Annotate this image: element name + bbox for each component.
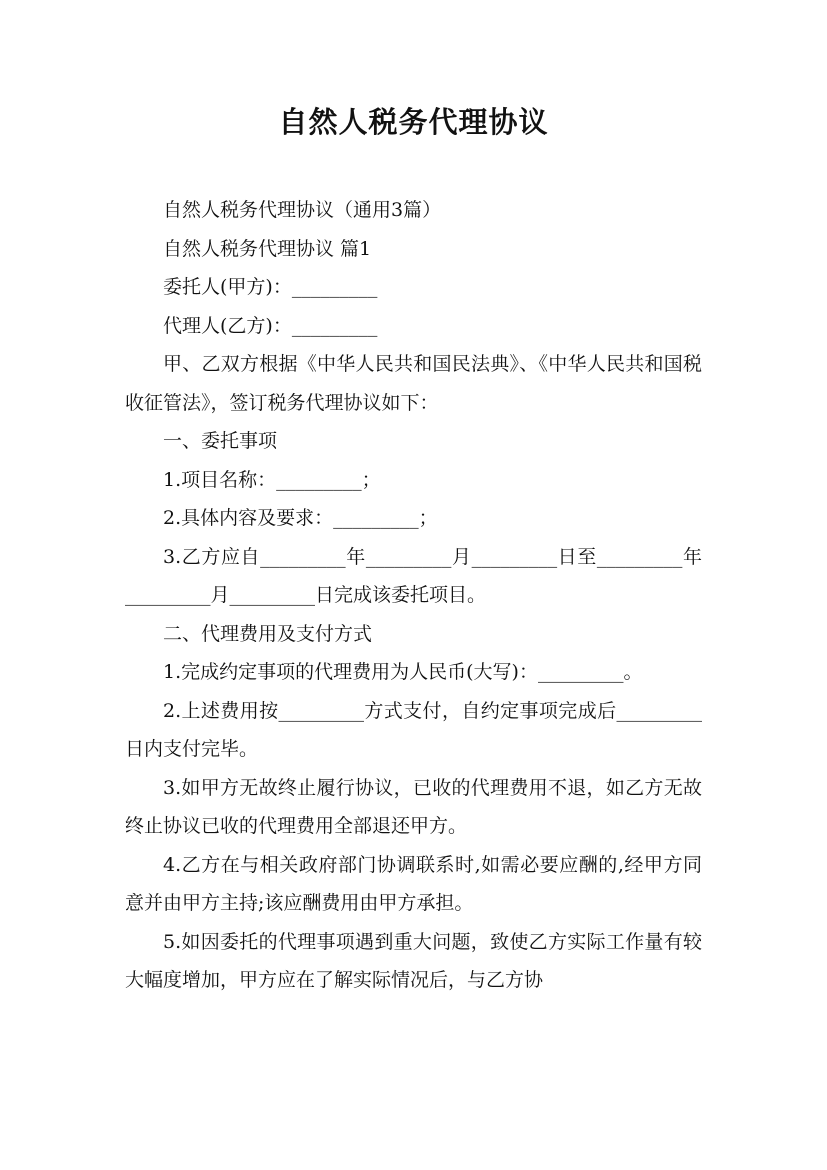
- paragraph-party-a: 委托人(甲方)：_________: [163, 276, 378, 298]
- paragraph-entertainment-costs: 4.乙方在与相关政府部门协调联系时,如需必要应酬的,经甲方同意并由甲方主持;该应酬费用由甲方承担。: [125, 853, 702, 914]
- paragraph-payment-method: 2.上述费用按_________方式支付，自约定事项完成后_________日内支付完毕。: [125, 699, 702, 760]
- document-title: 自然人税务代理协议: [278, 105, 549, 139]
- paragraph-preamble: 甲、乙双方根据《中华人民共和国民法典》、《中华人民共和国税收征管法》，签订税务代理协议如下：: [125, 353, 702, 414]
- paragraph-project-name: 1.项目名称：_________；: [163, 468, 381, 491]
- paragraph-heading-entrusted-matters: 一、委托事项: [163, 430, 278, 452]
- paragraph-workload-increase: 5.如因委托的代理事项遇到重大问题，致使乙方实际工作量有较大幅度增加，甲方应在了解实际情况后，与乙方协: [125, 930, 702, 991]
- paragraph-content-requirements: 2.具体内容及要求：_________；: [163, 507, 438, 529]
- paragraph-subtitle: 自然人税务代理协议（通用3篇）: [163, 199, 442, 221]
- paragraph-heading-fees: 二、代理费用及支付方式: [163, 622, 373, 645]
- paragraph-party-b: 代理人(乙方)：_________: [163, 314, 378, 337]
- paragraph-completion-date: 3.乙方应自_________年_________月_________日至_________年_________月_________日完成该委托项目。: [125, 545, 702, 606]
- paragraph-section-heading: 自然人税务代理协议 篇1: [163, 237, 372, 260]
- paragraph-termination: 3.如甲方无故终止履行协议，已收的代理费用不退，如乙方无故终止协议已收的代理费用全部退还甲方。: [125, 776, 702, 837]
- document-body: [125, 191, 702, 1000]
- paragraph-fee-amount: 1.完成约定事项的代理费用为人民币(大写)：_________。: [163, 661, 643, 683]
